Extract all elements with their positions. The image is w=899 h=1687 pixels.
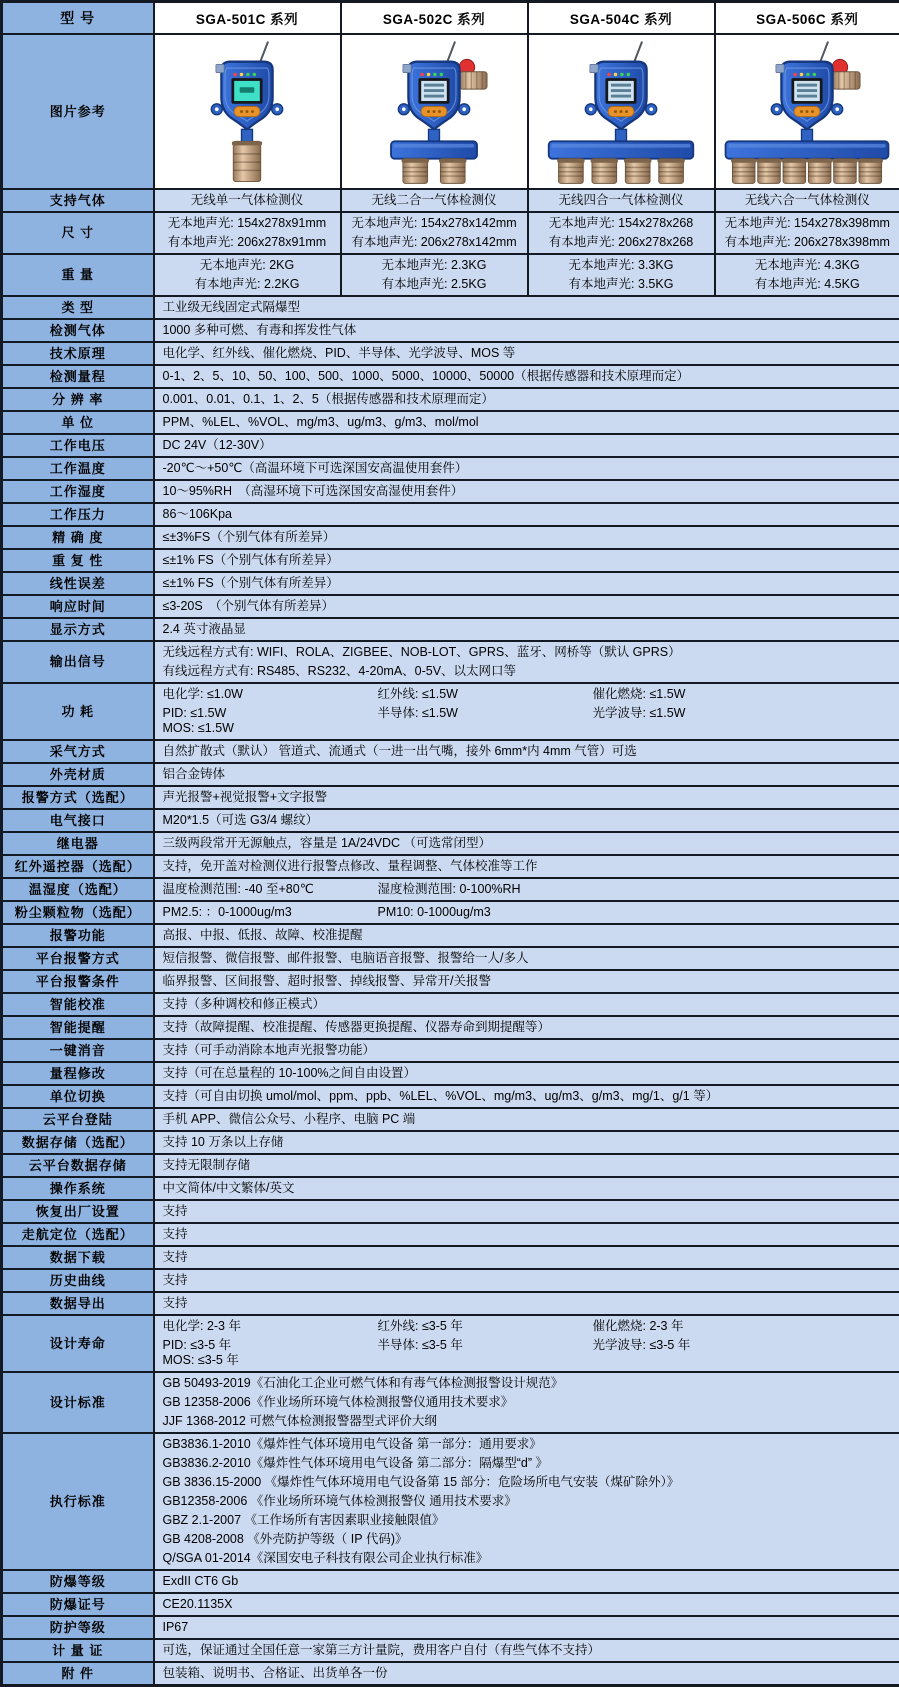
row-label: 尺 寸 bbox=[2, 212, 154, 254]
spec-row bbox=[2, 1039, 899, 1062]
row-label: 报警方式（选配） bbox=[2, 786, 154, 809]
value-line: 无本地声光: 154x278x91mm bbox=[157, 214, 338, 233]
value-line: 手机 APP、微信公众号、小程序、电脑 PC 端 bbox=[163, 1110, 892, 1129]
spec-row bbox=[2, 1639, 899, 1662]
spec-row bbox=[2, 1593, 899, 1616]
spec-value-cell bbox=[154, 1016, 899, 1039]
value-line: 支持 10 万条以上存储 bbox=[163, 1133, 892, 1152]
row-label: 报警功能 bbox=[2, 924, 154, 947]
spec-row bbox=[2, 993, 899, 1016]
value-line: 工业级无线固定式隔爆型 bbox=[163, 298, 892, 317]
spec-value-cell bbox=[154, 1200, 899, 1223]
value-line: ≤±3%FS（个别气体有所差异） bbox=[163, 528, 892, 547]
spec-value-cell bbox=[154, 1085, 899, 1108]
spec-value-cell bbox=[154, 1108, 899, 1131]
value-segment: PM10: 0-1000ug/m3 bbox=[378, 905, 583, 920]
value-line: 无本地声光: 154x278x142mm bbox=[344, 214, 525, 233]
spec-value-cell bbox=[154, 319, 899, 342]
value-line: IP67 bbox=[163, 1618, 892, 1637]
value-line: 无本地声光: 3.3KG bbox=[531, 256, 712, 275]
value-line: 无本地声光: 4.3KG bbox=[718, 256, 898, 275]
value-line bbox=[163, 685, 892, 704]
spec-row bbox=[2, 947, 899, 970]
spec-value-cell bbox=[154, 1269, 899, 1292]
value-line: 2.4 英寸液晶显 bbox=[163, 620, 892, 639]
spec-value-cell bbox=[154, 855, 899, 878]
spec-row bbox=[2, 618, 899, 641]
spec-row bbox=[2, 832, 899, 855]
value-line: 有线远程方式有: RS485、RS232、4-20mA、0-5V、以太网口等 bbox=[163, 662, 892, 681]
spec-row bbox=[2, 855, 899, 878]
value-line: 支持 bbox=[163, 1271, 892, 1290]
spec-row bbox=[2, 1200, 899, 1223]
spec-value-cell bbox=[154, 1662, 899, 1686]
value-line: PPM、%LEL、%VOL、mg/m3、ug/m3、g/m3、mol/mol bbox=[163, 413, 892, 432]
value-line bbox=[163, 704, 892, 738]
row-label: 工作压力 bbox=[2, 503, 154, 526]
value-line: 支持 bbox=[163, 1248, 892, 1267]
row-label: 操作系统 bbox=[2, 1177, 154, 1200]
row-label: 红外遥控器（选配） bbox=[2, 855, 154, 878]
row-label: 支持气体 bbox=[2, 189, 154, 212]
value-segment: 催化燃烧: ≤1.5W bbox=[593, 687, 798, 702]
model-value-cell bbox=[715, 254, 899, 296]
spec-row bbox=[2, 1570, 899, 1593]
row-label: 温湿度（选配） bbox=[2, 878, 154, 901]
value-segment: PID: ≤3-5 年 bbox=[163, 1338, 368, 1353]
value-line: CE20.1135X bbox=[163, 1595, 892, 1614]
spec-value-cell bbox=[154, 1223, 899, 1246]
row-label: 工作电压 bbox=[2, 434, 154, 457]
spec-value-cell bbox=[154, 1039, 899, 1062]
model-value-cell bbox=[154, 189, 341, 212]
value-line: 有本地声光: 206x278x91mm bbox=[157, 233, 338, 252]
value-line: ExdII CT6 Gb bbox=[163, 1572, 892, 1591]
spec-row bbox=[2, 683, 899, 740]
value-line: 有本地声光: 206x278x142mm bbox=[344, 233, 525, 252]
spec-row bbox=[2, 641, 899, 683]
value-line: GB 12358-2006《作业场所环境气体检测报警仪通用技术要求》 bbox=[163, 1393, 892, 1412]
spec-row bbox=[2, 878, 899, 901]
row-label: 电气接口 bbox=[2, 809, 154, 832]
spec-value-cell bbox=[154, 595, 899, 618]
value-line: JJF 1368-2012 可燃气体检测报警器型式评价大纲 bbox=[163, 1412, 892, 1431]
row-label: 数据导出 bbox=[2, 1292, 154, 1315]
value-line: ≤±1% FS（个别气体有所差异） bbox=[163, 574, 892, 593]
image-row-label: 图片参考 bbox=[2, 34, 154, 189]
spec-row bbox=[2, 434, 899, 457]
header-row bbox=[2, 2, 899, 35]
row-label: 重 量 bbox=[2, 254, 154, 296]
value-segment: 光学波导: ≤1.5W bbox=[593, 706, 798, 721]
value-line: 有本地声光: 3.5KG bbox=[531, 275, 712, 294]
spec-row bbox=[2, 572, 899, 595]
row-label: 精 确 度 bbox=[2, 526, 154, 549]
spec-value-cell bbox=[154, 1372, 899, 1433]
gas-detector-illustration bbox=[348, 38, 520, 186]
spec-value-cell bbox=[154, 1131, 899, 1154]
spec-row bbox=[2, 1131, 899, 1154]
value-line: 有本地声光: 4.5KG bbox=[718, 275, 898, 294]
value-segment: 半导体: ≤1.5W bbox=[378, 706, 583, 721]
value-line: 86～106Kpa bbox=[163, 505, 892, 524]
row-label: 数据存储（选配） bbox=[2, 1131, 154, 1154]
spec-row bbox=[2, 1154, 899, 1177]
spec-value-cell bbox=[154, 1616, 899, 1639]
spec-value-cell bbox=[154, 618, 899, 641]
row-label: 工作湿度 bbox=[2, 480, 154, 503]
value-line: 电化学、红外线、催化燃烧、PID、半导体、光学波导、MOS 等 bbox=[163, 344, 892, 363]
spec-value-cell bbox=[154, 786, 899, 809]
model-row bbox=[2, 254, 899, 296]
spec-row bbox=[2, 319, 899, 342]
row-label: 恢复出厂设置 bbox=[2, 1200, 154, 1223]
value-line: 无本地声光: 154x278x398mm bbox=[718, 214, 898, 233]
row-label: 数据下载 bbox=[2, 1246, 154, 1269]
spec-value-cell bbox=[154, 740, 899, 763]
spec-row bbox=[2, 457, 899, 480]
row-label: 检测气体 bbox=[2, 319, 154, 342]
value-line: 0.001、0.01、0.1、1、2、5（根据传感器和技术原理而定） bbox=[163, 390, 892, 409]
spec-row bbox=[2, 595, 899, 618]
spec-row bbox=[2, 1315, 899, 1372]
row-label: 技术原理 bbox=[2, 342, 154, 365]
spec-value-cell bbox=[154, 342, 899, 365]
row-label: 重 复 性 bbox=[2, 549, 154, 572]
spec-value-cell bbox=[154, 947, 899, 970]
value-line: 有本地声光: 206x278x268 bbox=[531, 233, 712, 252]
row-label: 显示方式 bbox=[2, 618, 154, 641]
value-line: 可选，保证通过全国任意一家第三方计量院，费用客户自付（有些气体不支持） bbox=[163, 1641, 892, 1660]
spec-row bbox=[2, 1292, 899, 1315]
value-line bbox=[163, 1336, 892, 1370]
value-line: 中文简体/中文繁体/英文 bbox=[163, 1179, 892, 1198]
value-segment: 半导体: ≤3-5 年 bbox=[378, 1338, 583, 1353]
spec-value-cell bbox=[154, 1154, 899, 1177]
spec-value-cell bbox=[154, 878, 899, 901]
spec-row bbox=[2, 549, 899, 572]
value-line: 高报、中报、低报、故障、校准提醒 bbox=[163, 926, 892, 945]
spec-row bbox=[2, 1016, 899, 1039]
row-label: 量程修改 bbox=[2, 1062, 154, 1085]
spec-value-cell bbox=[154, 388, 899, 411]
spec-value-cell bbox=[154, 434, 899, 457]
row-label: 类 型 bbox=[2, 296, 154, 319]
spec-value-cell bbox=[154, 1593, 899, 1616]
row-label: 一键消音 bbox=[2, 1039, 154, 1062]
model-value-cell bbox=[528, 189, 715, 212]
spec-value-cell bbox=[154, 993, 899, 1016]
value-line: 无线远程方式有: WIFI、ROLA、ZIGBEE、NOB-LOT、GPRS、蓝牙、网桥等（默认 GPRS） bbox=[163, 643, 892, 662]
spec-value-cell bbox=[154, 970, 899, 993]
row-label: 计 量 证 bbox=[2, 1639, 154, 1662]
spec-row bbox=[2, 740, 899, 763]
spec-value-cell bbox=[154, 1292, 899, 1315]
spec-value-cell bbox=[154, 1639, 899, 1662]
spec-row bbox=[2, 1662, 899, 1686]
value-line: 声光报警+视觉报警+文字报警 bbox=[163, 788, 892, 807]
value-line: 支持，免开盖对检测仪进行报警点修改、量程调整、气体校准等工作 bbox=[163, 857, 892, 876]
value-line: 支持（可在总量程的 10-100%之间自由设置） bbox=[163, 1064, 892, 1083]
model-row bbox=[2, 189, 899, 212]
spec-value-cell bbox=[154, 1062, 899, 1085]
spec-row bbox=[2, 365, 899, 388]
value-segment: MOS: ≤1.5W bbox=[163, 721, 368, 736]
spec-row bbox=[2, 1433, 899, 1570]
value-line: 支持 bbox=[163, 1202, 892, 1221]
device-image-cell bbox=[715, 34, 899, 189]
value-line: 短信报警、微信报警、邮件报警、电脑语音报警、报警给一人/多人 bbox=[163, 949, 892, 968]
row-label: 平台报警条件 bbox=[2, 970, 154, 993]
value-line: 支持（故障提醒、校准提醒、传感器更换提醒、仪器寿命到期提醒等） bbox=[163, 1018, 892, 1037]
value-segment: PM2.5: ：0-1000ug/m3 bbox=[163, 905, 368, 920]
value-segment: PID: ≤1.5W bbox=[163, 706, 368, 721]
spec-value-cell bbox=[154, 763, 899, 786]
value-line bbox=[163, 880, 892, 899]
spec-value-cell bbox=[154, 572, 899, 595]
row-label: 执行标准 bbox=[2, 1433, 154, 1570]
value-line: 有本地声光: 2.5KG bbox=[344, 275, 525, 294]
spec-value-cell bbox=[154, 683, 899, 740]
spec-value-cell bbox=[154, 809, 899, 832]
value-line: M20*1.5（可选 G3/4 螺纹） bbox=[163, 811, 892, 830]
value-line: 支持 bbox=[163, 1294, 892, 1313]
value-line: GB3836.1-2010《爆炸性气体环境用电气设备 第一部分：通用要求》 bbox=[163, 1435, 892, 1454]
row-label: 单位切换 bbox=[2, 1085, 154, 1108]
device-image-cell bbox=[528, 34, 715, 189]
image-row bbox=[2, 34, 899, 189]
value-line: DC 24V（12-30V） bbox=[163, 436, 892, 455]
row-label: 历史曲线 bbox=[2, 1269, 154, 1292]
spec-value-cell bbox=[154, 365, 899, 388]
value-segment: 电化学: ≤1.0W bbox=[163, 687, 368, 702]
value-line: 1000 多种可燃、有毒和挥发性气体 bbox=[163, 321, 892, 340]
spec-row bbox=[2, 786, 899, 809]
value-line: 10～95%RH （高湿环境下可选深国安高湿使用套件） bbox=[163, 482, 892, 501]
spec-row bbox=[2, 1616, 899, 1639]
row-label: 继电器 bbox=[2, 832, 154, 855]
value-line: 有本地声光: 2.2KG bbox=[157, 275, 338, 294]
value-line: 三级两段常开无源触点，容量是 1A/24VDC （可选常闭型） bbox=[163, 834, 892, 853]
row-label: 防护等级 bbox=[2, 1616, 154, 1639]
spec-value-cell bbox=[154, 1315, 899, 1372]
row-label: 云平台登陆 bbox=[2, 1108, 154, 1131]
value-line bbox=[163, 1317, 892, 1336]
row-label: 检测量程 bbox=[2, 365, 154, 388]
spec-row bbox=[2, 411, 899, 434]
spec-value-cell bbox=[154, 480, 899, 503]
model-value-cell bbox=[341, 212, 528, 254]
model-value-cell bbox=[715, 189, 899, 212]
row-label: 智能提醒 bbox=[2, 1016, 154, 1039]
row-label: 设计标准 bbox=[2, 1372, 154, 1433]
spec-row bbox=[2, 924, 899, 947]
model-header-label: 型 号 bbox=[2, 2, 154, 35]
value-line: 支持 bbox=[163, 1225, 892, 1244]
model-value-cell bbox=[715, 212, 899, 254]
spec-row bbox=[2, 1223, 899, 1246]
value-segment: 电化学: 2-3 年 bbox=[163, 1319, 368, 1334]
row-label: 防爆等级 bbox=[2, 1570, 154, 1593]
spec-row bbox=[2, 1085, 899, 1108]
spec-value-cell bbox=[154, 549, 899, 572]
spec-row bbox=[2, 480, 899, 503]
row-label: 输出信号 bbox=[2, 641, 154, 683]
value-line: 临界报警、区间报警、超时报警、掉线报警、异常开/关报警 bbox=[163, 972, 892, 991]
spec-row bbox=[2, 296, 899, 319]
model-header-2: SGA-502C 系列 bbox=[341, 2, 528, 35]
spec-row bbox=[2, 901, 899, 924]
spec-value-cell bbox=[154, 526, 899, 549]
spec-row bbox=[2, 1246, 899, 1269]
value-line: 有本地声光: 206x278x398mm bbox=[718, 233, 898, 252]
model-header-4: SGA-506C 系列 bbox=[715, 2, 899, 35]
spec-row bbox=[2, 1269, 899, 1292]
spec-row bbox=[2, 763, 899, 786]
spec-row bbox=[2, 809, 899, 832]
device-image-cell bbox=[341, 34, 528, 189]
spec-row bbox=[2, 342, 899, 365]
spec-row bbox=[2, 503, 899, 526]
model-value-cell bbox=[341, 189, 528, 212]
value-line: 支持（可手动消除本地声光报警功能） bbox=[163, 1041, 892, 1060]
spec-table-body bbox=[2, 2, 899, 1686]
row-label: 智能校准 bbox=[2, 993, 154, 1016]
value-line: 无本地声光: 154x278x268 bbox=[531, 214, 712, 233]
value-line: ≤3-20S （个别气体有所差异） bbox=[163, 597, 892, 616]
model-value-cell bbox=[154, 212, 341, 254]
value-line: 自然扩散式（默认） 管道式、流通式（一进一出气嘴，接外 6mm*内 4mm 气管）可选 bbox=[163, 742, 892, 761]
value-line bbox=[163, 903, 892, 922]
row-label: 采气方式 bbox=[2, 740, 154, 763]
spec-value-cell bbox=[154, 1246, 899, 1269]
row-label: 响应时间 bbox=[2, 595, 154, 618]
model-value-cell bbox=[341, 254, 528, 296]
spec-row bbox=[2, 1062, 899, 1085]
row-label: 平台报警方式 bbox=[2, 947, 154, 970]
row-label: 粉尘颗粒物（选配） bbox=[2, 901, 154, 924]
row-label: 设计寿命 bbox=[2, 1315, 154, 1372]
row-label: 云平台数据存储 bbox=[2, 1154, 154, 1177]
model-value-cell bbox=[154, 254, 341, 296]
value-line: GB3836.2-2010《爆炸性气体环境用电气设备 第二部分：隔爆型“d” 》 bbox=[163, 1454, 892, 1473]
value-line: GB12358-2006 《作业场所环境气体检测报警仪 通用技术要求》 bbox=[163, 1492, 892, 1511]
spec-value-cell bbox=[154, 296, 899, 319]
spec-value-cell bbox=[154, 1570, 899, 1593]
spec-value-cell bbox=[154, 1177, 899, 1200]
value-line: 支持无限制存储 bbox=[163, 1156, 892, 1175]
row-label: 分 辨 率 bbox=[2, 388, 154, 411]
value-line: 支持（多种调校和修正模式） bbox=[163, 995, 892, 1014]
gas-detector-illustration bbox=[535, 38, 707, 186]
spec-row bbox=[2, 388, 899, 411]
row-label: 走航定位（选配） bbox=[2, 1223, 154, 1246]
spec-value-cell bbox=[154, 901, 899, 924]
model-value-cell bbox=[528, 254, 715, 296]
model-row bbox=[2, 212, 899, 254]
value-line: 无线二合一气体检测仪 bbox=[344, 191, 525, 210]
row-label: 防爆证号 bbox=[2, 1593, 154, 1616]
value-line: 无线六合一气体检测仪 bbox=[718, 191, 898, 210]
value-line: ≤±1% FS（个别气体有所差异） bbox=[163, 551, 892, 570]
value-line: -20℃～+50℃（高温环境下可选深国安高温使用套件） bbox=[163, 459, 892, 478]
value-line: 无线单一气体检测仪 bbox=[157, 191, 338, 210]
row-label: 工作温度 bbox=[2, 457, 154, 480]
value-segment: 红外线: ≤1.5W bbox=[378, 687, 583, 702]
spec-value-cell bbox=[154, 457, 899, 480]
row-label: 外壳材质 bbox=[2, 763, 154, 786]
value-line: GBZ 2.1-2007 《工作场所有害因素职业接触限值》 bbox=[163, 1511, 892, 1530]
value-line: GB 3836.15-2000 《爆炸性气体环境用电气设备第 15 部分：危险场所电气安装（煤矿除外）》 bbox=[163, 1473, 892, 1492]
value-line: 无本地声光: 2KG bbox=[157, 256, 338, 275]
model-value-cell bbox=[528, 212, 715, 254]
row-label: 单 位 bbox=[2, 411, 154, 434]
row-label: 线性误差 bbox=[2, 572, 154, 595]
spec-value-cell bbox=[154, 1433, 899, 1570]
value-segment: 红外线: ≤3-5 年 bbox=[378, 1319, 583, 1334]
value-line: 铝合金铸体 bbox=[163, 765, 892, 784]
device-image-cell bbox=[154, 34, 341, 189]
value-segment: 催化燃烧: 2-3 年 bbox=[593, 1319, 798, 1334]
row-label: 功 耗 bbox=[2, 683, 154, 740]
value-line: GB 50493-2019《石油化工企业可燃气体和有毒气体检测报警设计规范》 bbox=[163, 1374, 892, 1393]
spec-row bbox=[2, 1372, 899, 1433]
value-line: 0-1、2、5、10、50、100、500、1000、5000、10000、50000（根据传感器和技术原理而定） bbox=[163, 367, 892, 386]
value-line: 包装箱、说明书、合格证、出货单各一份 bbox=[163, 1664, 892, 1683]
value-segment: 光学波导: ≤3-5 年 bbox=[593, 1338, 798, 1353]
spec-row bbox=[2, 526, 899, 549]
spec-row bbox=[2, 970, 899, 993]
gas-detector-illustration bbox=[721, 38, 893, 186]
spec-row bbox=[2, 1108, 899, 1131]
value-segment: 温度检测范围: -40 至+80℃ bbox=[163, 882, 368, 897]
gas-detector-illustration bbox=[161, 38, 333, 186]
model-header-3: SGA-504C 系列 bbox=[528, 2, 715, 35]
value-line: 无线四合一气体检测仪 bbox=[531, 191, 712, 210]
row-label: 附 件 bbox=[2, 1662, 154, 1686]
spec-value-cell bbox=[154, 924, 899, 947]
value-line: GB 4208-2008 《外壳防护等级（ IP 代码)》 bbox=[163, 1530, 892, 1549]
spec-value-cell bbox=[154, 503, 899, 526]
spec-value-cell bbox=[154, 411, 899, 434]
value-line: 支持（可自由切换 umol/mol、ppm、ppb、%LEL、%VOL、mg/m3、ug/m3、g/m3、mg/1、g/1 等） bbox=[163, 1087, 892, 1106]
value-segment: MOS: ≤3-5 年 bbox=[163, 1353, 368, 1368]
model-header-1: SGA-501C 系列 bbox=[154, 2, 341, 35]
spec-row bbox=[2, 1177, 899, 1200]
value-line: Q/SGA 01-2014《深国安电子科技有限公司企业执行标准》 bbox=[163, 1549, 892, 1568]
spec-value-cell bbox=[154, 832, 899, 855]
value-line: 无本地声光: 2.3KG bbox=[344, 256, 525, 275]
spec-value-cell bbox=[154, 641, 899, 683]
value-segment: 湿度检测范围: 0-100%RH bbox=[378, 882, 583, 897]
